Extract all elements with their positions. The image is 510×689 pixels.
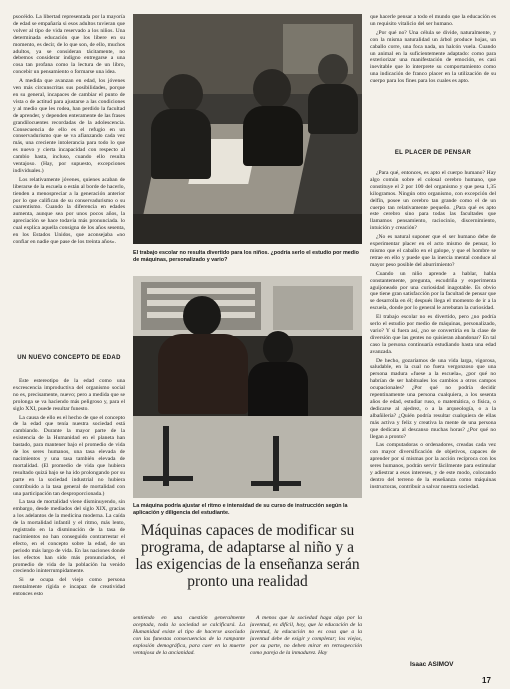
paragraph: La causa de ello es el hecho de que el concepto de la edad que tenía nuestra sociedad está cambiando. Durante la mayor parte de la existencia de la Humanidad en el planeta han bastado, para mantener bajo el promedio de vida de los seres humanos, una tasa elevada de nacimientos y una tasa también elevada de mortalidad. (El promedio de vida que hubiera resultado quizá bajo se ha ido prolongando por su parte en la sociedad industrial no hubiera contribuido a la tasa general de mortalidad con una participación tan desproporcionada.) <box>13 414 125 497</box>
classroom-photo <box>133 14 362 244</box>
paragraph: ¿Para qué, entonces, es apto el cuerpo humano? Hay algo común sobre el colosal cerebro humano, que constituye el 2 por 100 del organismo y que pesa 1,35 kilogramos. Ningún otro organismo, con excepción del delfín, posee un cerebro tan grande como el de un cuerpo tan relativamente pequeño. ¿Para qué es apto este cerebro sino para todas las facultades que llamamos pensamiento, raciocinio, discernimiento, intuición y creación? <box>370 170 496 232</box>
pull-quote: Máquinas capaces de modificar su programa, de adaptarse al niño y a las exigencias de la enseñanza serán pronto una realidad <box>135 522 360 590</box>
paragraph: De hecho, gozaríamos de una vida larga, vigorosa, saludable, en la cual no fuera vergonzoso que una persona madura «fuese a la escuela», ¿por qué no habrían de ser habituales los cambios a otros campos ocupacionales? ¿Por qué no podría decidir repentinamente una persona cualquiera, a los sesenta años de edad, estudiar ruso, o matemática, o física, o dedicarse al ajedrez, o a la arqueología, o a la albañilería? ¿Quién podría resultar cualquiera de ellas más activa y feliz y creativa la mente de una persona que dedicara al descanso muchas horas? ¿Por qué no llegan a pronto? <box>370 357 496 440</box>
paragraph: ¿No es natural suponer que el ser humano debe de experimentar placer en el acto mismo de pensar, lo mismo que el caballo en el galope, y que el hombre se retrae en ello y puede que la inercia mental conduce al mayor peso posible del aburrimiento? <box>370 234 496 268</box>
photo-caption-2: La máquina podría ajustar el ritmo e intensidad de su curso de instrucción según la aplicación y diligencia del estudiante. <box>133 503 348 516</box>
page-number: 17 <box>482 676 491 685</box>
paragraph: La tasa de mortalidad viene disminuyendo, sin embargo, desde mediados del siglo XIX, gracias a los adelantos de la medicina moderna. La caída de la mortalidad infantil y el ritmo, más lento, registrado en la disminución de la tasa de nacimientos no han conseguido contrarrestar el efecto, en el concepto sobre la edad, de un periodo más largo de vida. En las naciones donde los efectos han sido más pronunciados, el promedio de vida de la población ha venido creciendo ininterrumpidamente. <box>13 499 125 575</box>
paragraph: ¿Por qué no? Una célula se divide, naturalmente, y con la misma naturalidad un árbol produce hojas, un caballo corre, una foca nada, un halcón vuela. Cuando un animal en la suficientemente adaptado: como para exteriorizar una manifestación de emoción, es casi inevitable que lo interprete su comportamiento como una indicación de franco placer en la utilización de su cuerpo para los fines para los cuales es apto. <box>370 29 496 85</box>
paragraph: Cuando un niño aprende a hablar, habla constantemente, pregunta, escudriña y experimenta aguijoneado por una curiosidad inagotable. Es obvio que tiene gran satisfacción por la facultad de pensar que se desarrolla en él; después llega el momento de ir a la escuela, donde por lo general le arrebatan la curiosidad. <box>370 270 496 312</box>
paragraph: A menos que la sociedad haga algo por la juventud, es difícil, hoy, que la educación de la juventud, la educación no es cosa que a la juventud debe de exigir y completar; los viejos, por su parte, no deben mirar en retrospección como pareja de la inmadurez. Hay <box>250 615 362 656</box>
article-column-1-top <box>13 14 125 344</box>
paragraph: que hacerle pensar a todo el mundo que la educación es un requisito vitalicio del ser humano. <box>370 14 496 27</box>
paragraph: psocéido. La libertad representada por la mayoría de edad se empañaría si esos adultos tuvieran que volver al tipo de vida reservado a los niños. Una determinada educación que los libere en su momento, es decir, de lo que son, de ello, muchos adultos, ya se consideran tácitamente, no debemos considerar indigno entregarse a una cosa tan profana como la lectura de un libro, concebir un pensamiento o formarse una idea. <box>13 14 125 76</box>
paragraph: Este estereotipo de la edad como una excrescencia improductiva del organismo social no es, precisamente, nuevo; pero a medida que se prolonga se va haciendo más peligroso y, para el siglo XXI, puede resultar funesto. <box>13 378 125 412</box>
section-heading: EL PLACER DE PENSAR <box>394 150 472 156</box>
paragraph: Los relativamente jóvenes, quienes acaban de liberarse de la escuela o están al borde de hacerlo, tienden a menospreciar a la generación anterior por lo que califican de su conservadurismo o su cuarentismo. Cuando la diferencia en edades aumenta, aunque sea por unos pocos años, la apreciación se hace todavía más pronunciada. lo cual explica aquella consigna de los años sesenta, en los Estados Unidos, que aconsejaba «no confiar en nadie que pase de los treinta años». <box>13 176 125 245</box>
article-column-3 <box>250 615 362 677</box>
article-column-2 <box>133 615 245 677</box>
photo-caption-1: El trabajo escolar no resulta divertido para los niños. ¿podría serlo el estudio por medio de máquinas, personalizado y vario? <box>133 250 359 263</box>
article-column-4-bottom <box>370 170 496 670</box>
paragraph: A medida que avanzan en edad, los jóvenes ven más circunscritas sus posibilidades, porque en su general, incapaces de cambiar el punto de vista o de actitud para ajustarse a las condiciones y al medio que les rodea, han perdido la facultad de aprender, y dependen enteramente de las frases grandilocuentes recordadas de la adolescencia. Consecuencia de ello es el refugio en un conservadurismo que se va afianzando cada vez más, una creciente intolerancia para todo lo que es nuevo y cierta incapacidad con respecto al cambio hasta, incluso, cuando ello resulta ventajoso. (Hay, por supuesto, excepciones individuales.) <box>13 78 125 174</box>
section-heading: UN NUEVO CONCEPTO DE EDAD <box>17 355 121 361</box>
computer-lab-photo <box>133 276 362 498</box>
article-column-4-top <box>370 14 496 128</box>
paragraph: sentiendo en una cuestión generalmente aceptada, toda la sociedad se calcificará. La Humanidad existe al tipo de hacerse asociado con las funestas consecuencias de la rampante explosión demográfica, para caer en la muerte ventajosa de la ancianidad. <box>133 615 245 656</box>
paragraph: Si se ocupa del viejo como persona mentalmente rígida e incapaz de creatividad entonces esto <box>13 577 125 598</box>
paragraph: Las computadoras o ordenadores, creadas cada vez con mayor diversificación de objetivos, capaces de aprender por sí mismas por la acción recíproca con los seres humanos, podrán servir fácilmente para estimular y adiestrar a esos intereses, y de este modo, colocando dentro del terreno de la enseñanza como máquinas instructoras, contribuir a salvar nuestra sociedad. <box>370 442 496 490</box>
article-column-1-bottom <box>13 378 125 678</box>
author-signature: Isaac ASIMOV <box>410 661 454 668</box>
paragraph: El trabajo escolar no es divertido, pero ¿no podría serlo el estudio por medio de máquinas, personalizado, vario? Y si fuera así, ¿no se convertiría en la clase de diversión que las gentes no quisieran abandonar? En tal caso la persona continuaría estudiando hasta una edad avanzada. <box>370 314 496 355</box>
